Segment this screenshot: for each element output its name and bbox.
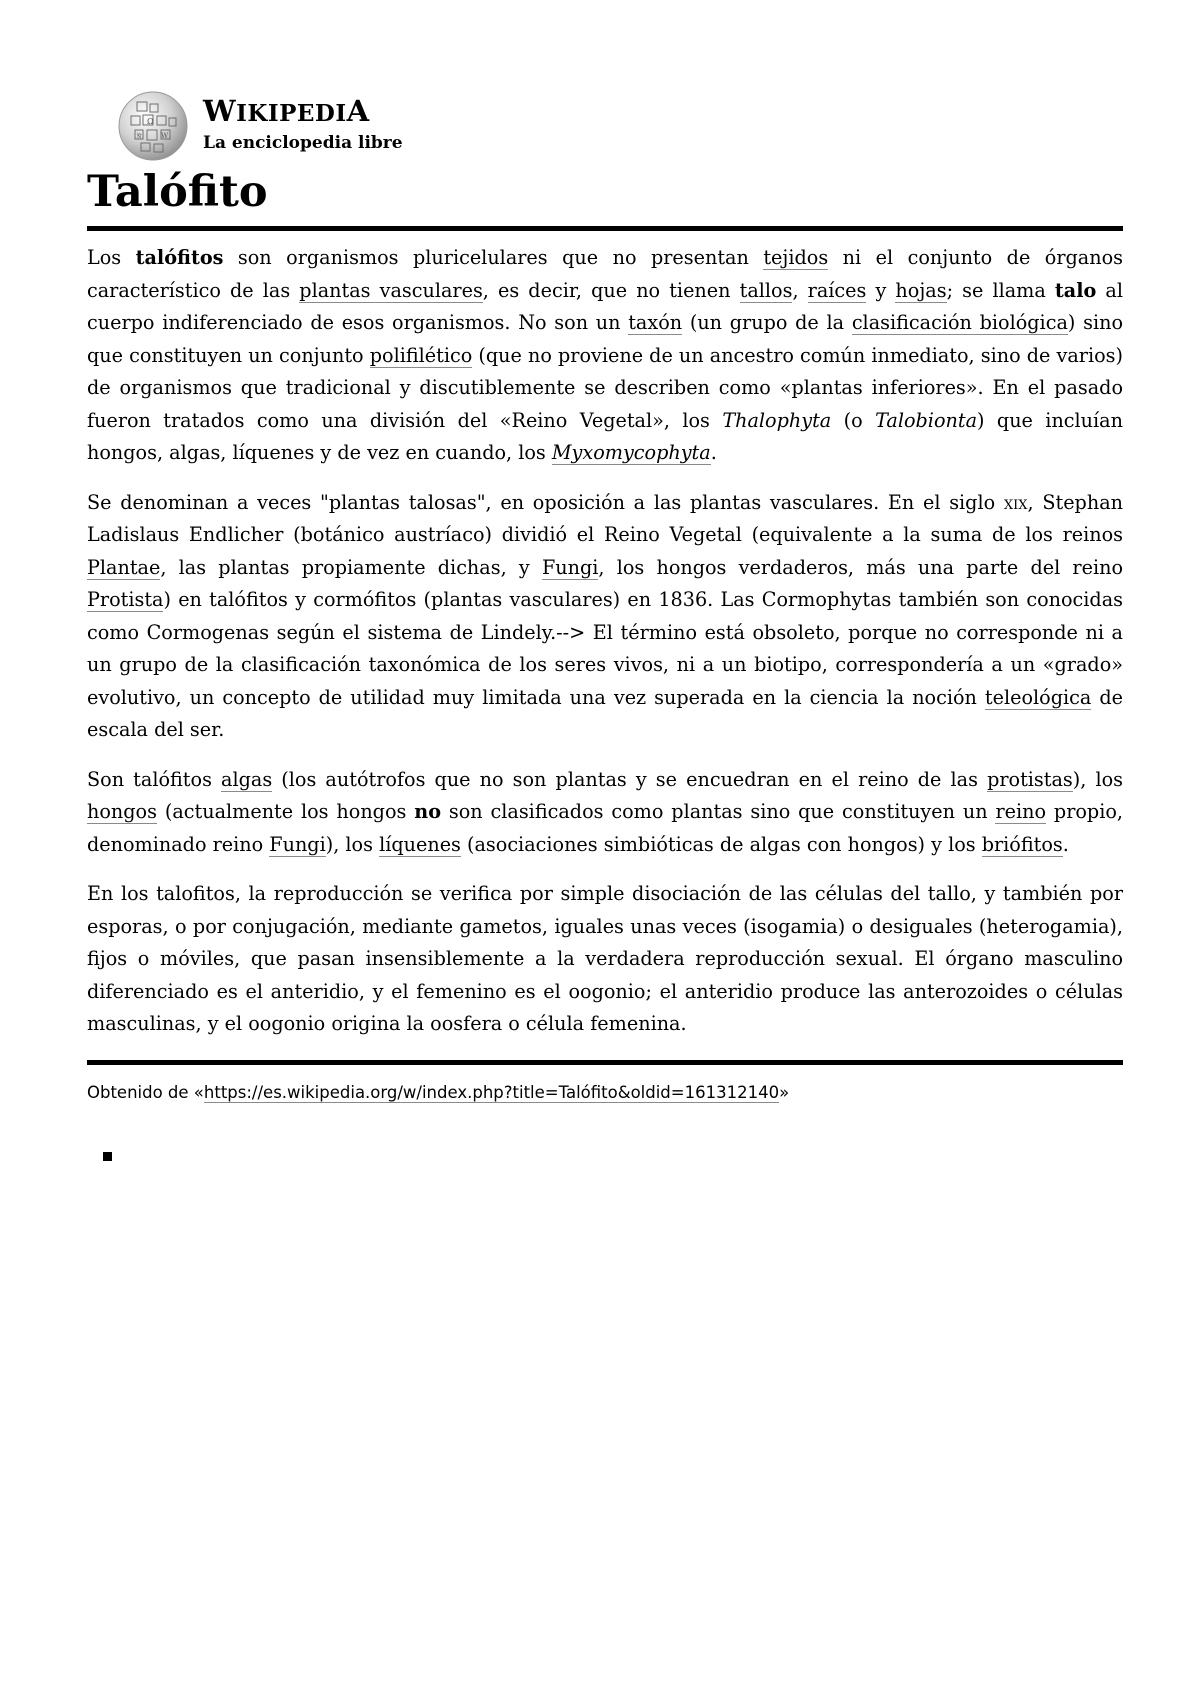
wikipedia-globe-icon[interactable]: [117, 90, 189, 162]
italic-term: Talobionta: [875, 408, 978, 432]
svg-text:W: W: [161, 132, 169, 140]
paragraph-4: En los talofitos, la reproducción se verifica por simple disociación de las células del tallo, y también por esporas, o por conjugación, mediante gametos, iguales unas veces (isogamia) o desiguales (heterogamia), fijos o móviles, que pasan insensiblemente a la verdadera reproducción sexual. El órgano masculino diferenciado es el anteridio, y el femenino es el oogonio; el anteridio produce las anterozoides o células masculinas, y el oogonio origina la oosfera o célula femenina.: [87, 882, 1123, 1035]
link-fungi-2[interactable]: Fungi: [269, 832, 326, 856]
bold-term: no: [414, 800, 441, 823]
page-title: Talófito: [87, 167, 268, 217]
link-hongos[interactable]: hongos: [87, 800, 157, 823]
paragraph-1: Los talófitos son organismos pluricelulares que no presentan tejidos ni el conjunto de órganos característico de las plantas vasculares, es decir, que no tienen tallos, raíces y hojas; se llama talo al cuerpo indiferenciado de esos organismos. No son un taxón (un grupo de la clasificación biológica) sino que constituyen un conjunto polifilético (que no proviene de un ancestro común inmediato, sino de varios) de organismos que tradicional y discutiblemente se describen como «plantas inferiores». En el pasado fueron tratados como una división del «Reino Vegetal», los Thalophyta (o Talobionta) que incluían hongos, algas, líquenes y de vez en cuando, los Myxomycophyta.: [87, 246, 1123, 464]
link-polifiletico[interactable]: polifilético: [369, 343, 473, 367]
link-protista[interactable]: Protista: [87, 588, 164, 611]
link-tejidos[interactable]: tejidos: [763, 246, 829, 269]
svg-text:Ω: Ω: [147, 117, 154, 126]
paragraph-3: Son talófitos algas (los autótrofos que no son plantas y se encuedran en el reino de las protistas), los hongos (actualmente los hongos no son clasificados como plantas sino que constituyen un reino propio, denominado reino Fungi), los líquenes (asociaciones simbióticas de algas con hongos) y los briófitos.: [87, 767, 1124, 856]
title-divider: [87, 226, 1123, 231]
small-caps-century: xix: [1003, 490, 1028, 514]
footer-divider: [87, 1060, 1123, 1065]
link-plantae[interactable]: Plantae: [87, 555, 161, 579]
link-tallos[interactable]: tallos: [739, 278, 793, 302]
article-body: [87, 242, 1123, 1058]
link-plantas-vasculares[interactable]: plantas vasculares: [299, 278, 483, 302]
bold-term: talófitos: [135, 246, 224, 269]
italic-term: Thalophyta: [722, 408, 832, 432]
link-briofitos[interactable]: briófitos: [981, 832, 1063, 856]
wordmark: WIKIPEDIA: [203, 94, 370, 128]
svg-text:ঈ: ঈ: [137, 133, 142, 141]
link-clasificacion-biologica[interactable]: clasificación biológica: [851, 311, 1068, 334]
link-algas[interactable]: algas: [221, 767, 273, 791]
bold-term: talo: [1054, 278, 1097, 302]
link-hojas[interactable]: hojas: [895, 278, 947, 302]
source-url-link[interactable]: https://es.wikipedia.org/w/index.php?title=Talófito&oldid=161312140: [203, 1083, 780, 1102]
square-bullet-icon: [103, 1152, 112, 1161]
link-liquenes[interactable]: líquenes: [379, 832, 461, 856]
link-myxomycophyta[interactable]: Myxomycophyta: [551, 441, 711, 464]
link-reino[interactable]: reino: [995, 800, 1047, 823]
paragraph-2: Se denominan a veces "plantas talosas", en oposición a las plantas vasculares. En el siglo xix, Stephan Ladislaus Endlicher (botánico austríaco) dividió el Reino Vegetal (equivalente a la suma de los reinos Plantae, las plantas propiamente dichas, y Fungi, los hongos verdaderos, más una parte del reino Protista) en talófitos y cormófitos (plantas vasculares) en 1836. Las Cormophytas también son conocidas como Cormogenas según el sistema de Lindely.--> El término está obsoleto, porque no corresponde ni a un grupo de la clasificación taxonómica de los seres vivos, ni a un biotipo, correspondería a un «grado» evolutivo, un concepto de utilidad muy limitada una vez superada en la ciencia la noción teleológica de escala del ser.: [87, 490, 1124, 741]
link-protistas[interactable]: protistas: [987, 767, 1073, 791]
link-raices[interactable]: raíces: [807, 278, 867, 302]
source-footer: Obtenido de «https://es.wikipedia.org/w/index.php?title=Talófito&oldid=161312140»: [87, 1083, 790, 1102]
link-fungi[interactable]: Fungi: [541, 555, 599, 579]
link-teleologica[interactable]: teleológica: [984, 685, 1092, 709]
link-taxon[interactable]: taxón: [628, 311, 683, 334]
site-tagline: La enciclopedia libre: [203, 133, 403, 153]
